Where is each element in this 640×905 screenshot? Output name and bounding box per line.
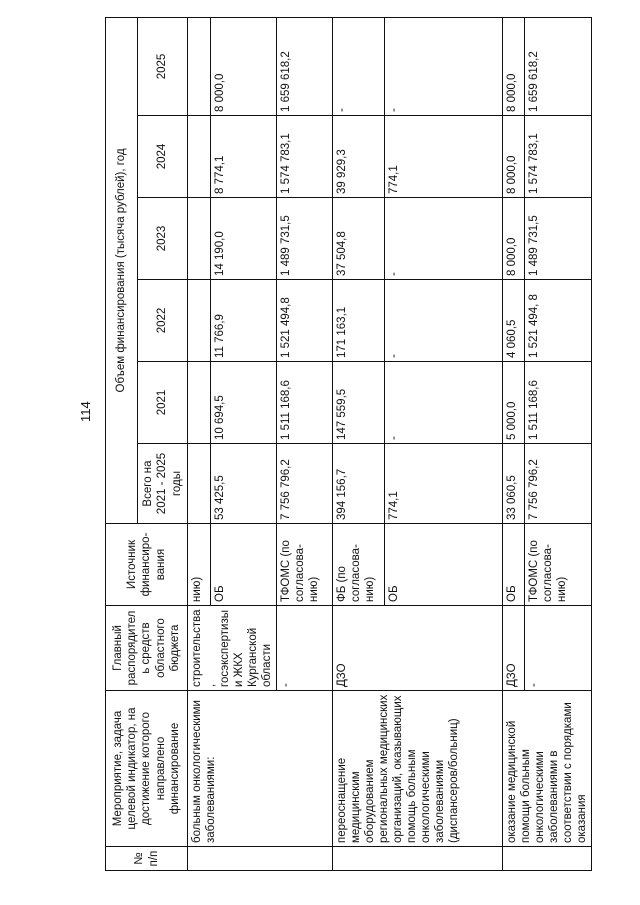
cell-2022: 1 521 494,8 [277,280,333,362]
cell-2023: - [385,198,503,280]
header-2024: 2024 [138,116,188,198]
header-total: Всего на 2021 - 2025 годы [138,444,188,524]
cell-num [503,847,592,871]
header-volume: Объем финансирования (тысяча рублей), год [106,17,138,523]
cell-total: 7 756 796,2 [525,444,592,524]
cell-2023: 1 489 731,5 [525,198,592,280]
header-2023: 2023 [138,198,188,280]
cell-num [333,847,503,871]
cell-source: ОБ [210,524,277,606]
cell-2021: 147 559,5 [333,362,385,444]
cell-source: ОБ [385,524,503,606]
cell-source: ТФОМС (по согласова-нию) [277,524,333,606]
cell-manager: ДЗО [503,606,525,691]
cell-source: ФБ (по согласова-нию) [333,524,385,606]
cell-2023 [188,198,211,280]
cell-2025 [188,17,211,115]
header-measure: Мероприятие, задача целевой индикатор, на достижение которого направлено финансирование [106,691,188,847]
cell-2024: 39 929,3 [333,116,385,198]
page-number: 114 [78,401,93,422]
table-row [333,17,385,870]
cell-2024: 1 574 783,1 [525,116,592,198]
cell-2022: 171 163,1 [333,280,385,362]
table-row [188,17,211,870]
cell-total [188,444,211,524]
cell-2022: 11 766,9 [210,280,277,362]
cell-total: 7 756 796,2 [277,444,333,524]
header-source: Источник финансиро-вания [106,524,188,606]
rotated-table-wrapper [105,18,589,871]
cell-source: ТФОМС (по согласова-нию) [525,524,592,606]
cell-measure: переоснащение медицинским оборудованием региональных медицинских организаций, оказывающих помощь больным онкологическими заболеваниями (диспансеров/больниц) [333,691,503,847]
cell-manager: ДЗО [333,606,503,691]
cell-2024: 1 574 783,1 [277,116,333,198]
cell-measure: оказание медицинской помощи больным онкологическими заболеваниями в соответствии с порядками оказания [503,691,592,847]
cell-2025: 8 000,0 [210,17,277,115]
cell-manager: строительства, госэкспертизы и ЖКХ Курганской области [188,606,277,691]
header-row-top [106,17,138,870]
header-num: № п/п [106,847,188,871]
cell-2025: 1 659 618,2 [525,17,592,115]
cell-source: ОБ [503,524,525,606]
header-2025: 2025 [138,17,188,115]
cell-total: 774,1 [385,444,503,524]
header-2022: 2022 [138,280,188,362]
cell-2023: 8 000,0 [503,198,525,280]
cell-total: 53 425,5 [210,444,277,524]
financing-table [105,17,592,871]
cell-2021: 10 694,5 [210,362,277,444]
cell-measure: больным онкологическими заболеваниями: [188,691,333,847]
cell-total: 33 060,5 [503,444,525,524]
cell-manager: - [277,606,333,691]
table-row [503,17,525,870]
cell-2024: 8 000,0 [503,116,525,198]
cell-2024: 8 774,1 [210,116,277,198]
cell-2022 [188,280,211,362]
cell-2024: 774,1 [385,116,503,198]
cell-2021: - [385,362,503,444]
cell-2022: - [385,280,503,362]
cell-2025: 8 000,0 [503,17,525,115]
cell-num [188,847,333,871]
cell-2021: 1 511 168,6 [277,362,333,444]
cell-manager: - [525,606,592,691]
cell-source: нию) [188,524,211,606]
header-2021: 2021 [138,362,188,444]
cell-2025: 1 659 618,2 [277,17,333,115]
cell-2025: - [333,17,385,115]
cell-2023: 14 190,0 [210,198,277,280]
cell-2024 [188,116,211,198]
cell-2022: 4 060,5 [503,280,525,362]
cell-2021: 5 000,0 [503,362,525,444]
cell-2023: 37 504,8 [333,198,385,280]
cell-2021: 1 511 168,6 [525,362,592,444]
cell-2021 [188,362,211,444]
cell-total: 394 156,7 [333,444,385,524]
cell-2025: - [385,17,503,115]
cell-2023: 1 489 731,5 [277,198,333,280]
header-manager: Главный распорядитель средств областного бюджета [106,606,188,691]
cell-2022: 1 521 494, 8 [525,280,592,362]
